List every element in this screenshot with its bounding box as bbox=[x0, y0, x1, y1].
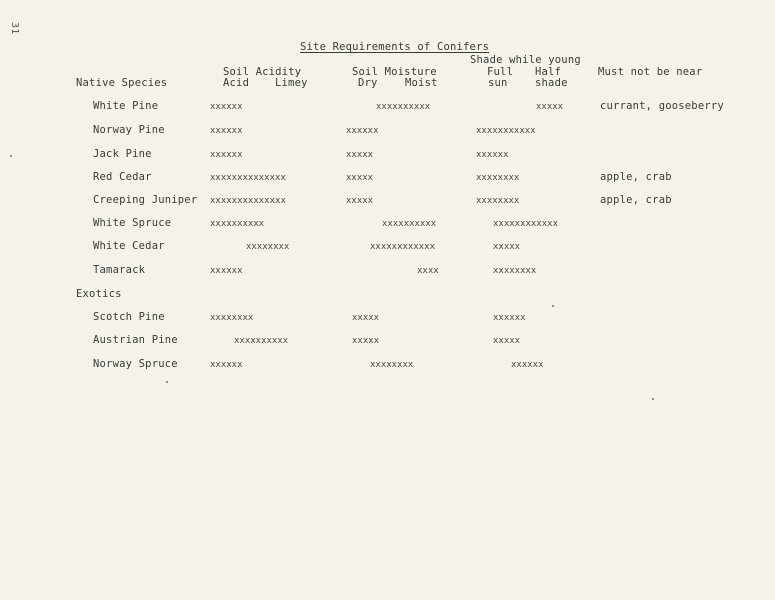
row-acidity-marks: xxxxxxxx bbox=[246, 242, 290, 252]
row-species-name: Austrian Pine bbox=[93, 334, 178, 346]
row-acidity-marks: xxxxxxxxxxxxxx bbox=[210, 173, 286, 183]
row-shade-marks: xxxxx bbox=[536, 102, 564, 112]
row-species-name: Jack Pine bbox=[93, 148, 152, 160]
row-acidity-marks: xxxxxxxxxxxxxx bbox=[210, 196, 286, 206]
row-avoid-note: apple, crab bbox=[600, 171, 672, 183]
section-heading-exotics: Exotics bbox=[76, 288, 122, 300]
row-moisture-marks: xxxxxxxx bbox=[370, 360, 414, 370]
paper-speck bbox=[552, 305, 554, 307]
row-shade-marks: xxxxxx bbox=[476, 150, 509, 160]
row-species-name: White Spruce bbox=[93, 217, 172, 229]
row-moisture-marks: xxxxxx bbox=[346, 126, 379, 136]
row-moisture-marks: xxxxxxxxxxxx bbox=[370, 242, 436, 252]
row-moisture-marks: xxxxx bbox=[352, 313, 380, 323]
row-acidity-marks: xxxxxx bbox=[210, 360, 243, 370]
row-moisture-marks: xxxx bbox=[417, 266, 439, 276]
row-species-name: White Pine bbox=[93, 100, 159, 112]
page-number: 31 bbox=[9, 22, 20, 35]
paper-speck bbox=[10, 155, 12, 157]
row-acidity-marks: xxxxxxxxxx bbox=[210, 219, 265, 229]
header-sun: sun bbox=[488, 77, 508, 89]
row-acidity-marks: xxxxxx bbox=[210, 266, 243, 276]
header-limey: Limey bbox=[275, 77, 308, 89]
row-shade-marks: xxxxxxxxxxx bbox=[476, 126, 536, 136]
row-species-name: Tamarack bbox=[93, 264, 146, 276]
header-shade: shade bbox=[535, 77, 568, 89]
row-acidity-marks: xxxxxx bbox=[210, 150, 243, 160]
row-shade-marks: xxxxxxxx bbox=[493, 266, 537, 276]
header-soil-acidity: Soil Acidity bbox=[223, 66, 302, 78]
row-shade-marks: xxxxxxxx bbox=[476, 173, 520, 183]
header-dry: Dry bbox=[358, 77, 378, 89]
row-acidity-marks: xxxxxx bbox=[210, 102, 243, 112]
header-moist: Moist bbox=[405, 77, 438, 89]
row-moisture-marks: xxxxxxxxxx bbox=[382, 219, 437, 229]
header-shade-while-young: Shade while young bbox=[470, 54, 581, 66]
row-species-name: White Cedar bbox=[93, 240, 165, 252]
row-moisture-marks: xxxxx bbox=[346, 173, 374, 183]
paper-speck bbox=[166, 381, 168, 383]
row-acidity-marks: xxxxxxxxxx bbox=[234, 336, 289, 346]
row-species-name: Red Cedar bbox=[93, 171, 152, 183]
header-must-not-be-near: Must not be near bbox=[598, 66, 703, 78]
row-acidity-marks: xxxxxxxx bbox=[210, 313, 254, 323]
row-acidity-marks: xxxxxx bbox=[210, 126, 243, 136]
header-full: Full bbox=[487, 66, 514, 78]
header-soil-moisture: Soil Moisture bbox=[352, 66, 437, 78]
row-shade-marks: xxxxxxxx bbox=[476, 196, 520, 206]
header-half: Half bbox=[535, 66, 562, 78]
row-avoid-note: currant, gooseberry bbox=[600, 100, 724, 112]
row-moisture-marks: xxxxx bbox=[346, 150, 374, 160]
page-title: Site Requirements of Conifers bbox=[300, 41, 490, 53]
row-species-name: Norway Spruce bbox=[93, 358, 178, 370]
row-species-name: Scotch Pine bbox=[93, 311, 165, 323]
row-shade-marks: xxxxxx bbox=[493, 313, 526, 323]
row-shade-marks: xxxxx bbox=[493, 242, 521, 252]
header-acid: Acid bbox=[223, 77, 250, 89]
paper-speck bbox=[652, 398, 654, 400]
row-species-name: Norway Pine bbox=[93, 124, 165, 136]
row-avoid-note: apple, crab bbox=[600, 194, 672, 206]
header-native-species: Native Species bbox=[76, 77, 168, 89]
row-species-name: Creeping Juniper bbox=[93, 194, 198, 206]
row-moisture-marks: xxxxx bbox=[346, 196, 374, 206]
row-shade-marks: xxxxxx bbox=[511, 360, 544, 370]
row-moisture-marks: xxxxx bbox=[352, 336, 380, 346]
row-shade-marks: xxxxx bbox=[493, 336, 521, 346]
row-moisture-marks: xxxxxxxxxx bbox=[376, 102, 431, 112]
row-shade-marks: xxxxxxxxxxxx bbox=[493, 219, 559, 229]
